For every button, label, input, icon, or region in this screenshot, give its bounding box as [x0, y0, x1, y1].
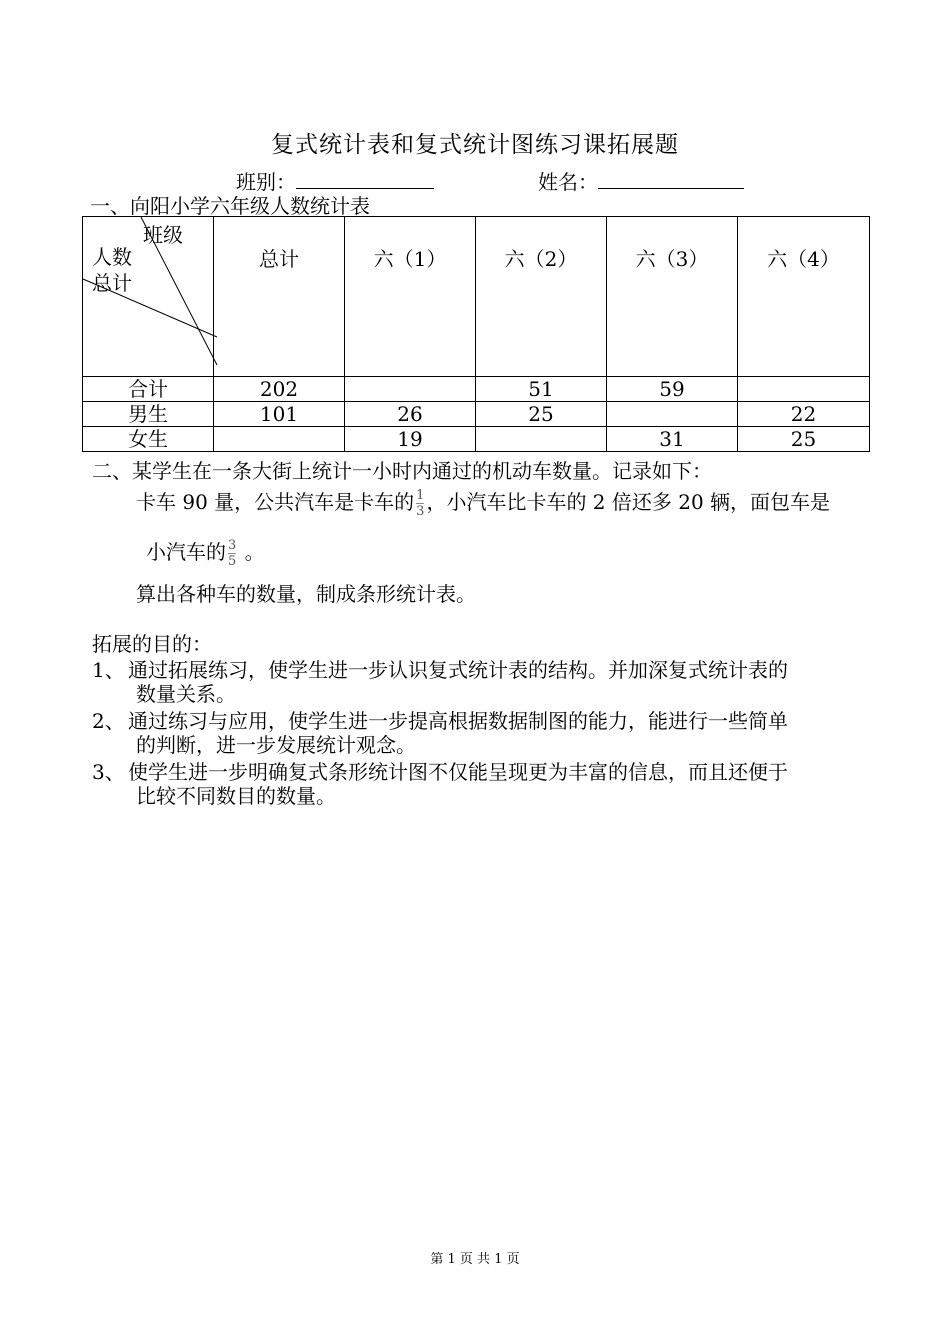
diag-label-class: 班级: [143, 223, 183, 247]
fraction-one-third: [416, 488, 424, 519]
table-cell: 31: [607, 427, 738, 452]
goal-text-line1: 通过拓展练习，使学生进一步认识复式统计表的结构。并加深复式统计表的: [128, 658, 788, 682]
table-row: [83, 427, 870, 452]
class-label: 班别：: [236, 170, 296, 194]
table-cell: 25: [476, 402, 607, 427]
goal-item-2: [92, 705, 788, 734]
column-header: 六（2）: [476, 217, 607, 377]
fraction-numerator: 3: [228, 538, 237, 553]
table-cell: 25: [738, 427, 870, 452]
name-blank: [598, 168, 744, 189]
table-cell: [476, 427, 607, 452]
line2-text-a: 小汽车的: [146, 540, 226, 564]
goal-text-line2: 数量关系。: [136, 682, 236, 706]
goals-heading: 拓展的目的：: [92, 632, 212, 656]
table-cell: 19: [345, 427, 476, 452]
table-cell: 22: [738, 402, 870, 427]
table-cell: [738, 377, 870, 402]
column-header: 六（1）: [345, 217, 476, 377]
table-cell: 59: [607, 377, 738, 402]
goal-item-1: [92, 654, 788, 683]
table-cell: 26: [345, 402, 476, 427]
line1-text-b: ，小汽车比卡车的 2 倍还多 20 辆，面包车是: [426, 490, 831, 514]
goal-text-line1: 通过练习与应用，使学生进一步提高根据数据制图的能力，能进行一些简单: [128, 709, 788, 733]
goal-number: 2、: [92, 709, 125, 733]
table-cell: [607, 402, 738, 427]
class-blank: [296, 168, 434, 189]
name-field: [538, 166, 744, 195]
table-cell: 202: [214, 377, 345, 402]
name-label: 姓名：: [538, 170, 598, 194]
grade-stats-table: [82, 216, 870, 452]
diag-label-count: 人数: [92, 245, 132, 269]
goal-text-line1: 使学生进一步明确复式条形统计图不仅能呈现更为丰富的信息，而且还便于: [128, 760, 788, 784]
section2-line1: [136, 486, 830, 519]
line1-text-a: 卡车 90 量，公共汽车是卡车的: [136, 490, 415, 514]
section1-heading: 一、向阳小学六年级人数统计表: [90, 194, 370, 218]
table-cell: 101: [214, 402, 345, 427]
line2-text-b: 。: [238, 540, 265, 564]
table-row: [83, 402, 870, 427]
goal-text-line2: 比较不同数目的数量。: [136, 784, 336, 808]
column-header: 六（3）: [607, 217, 738, 377]
fraction-three-fifths: [228, 538, 236, 569]
section2-line2: [146, 536, 265, 569]
row-label: 合计: [83, 377, 214, 402]
column-header: 总计: [214, 217, 345, 377]
fraction-denominator: 3: [416, 504, 425, 519]
section2-heading: 二、某学生在一条大街上统计一小时内通过的机动车数量。记录如下：: [92, 459, 712, 483]
row-label: 女生: [83, 427, 214, 452]
row-label: 男生: [83, 402, 214, 427]
table-cell: [345, 377, 476, 402]
diag-label-total: 总计: [92, 271, 132, 295]
goal-item-3: [92, 756, 788, 785]
table-cell: 51: [476, 377, 607, 402]
diagonal-header-cell: [83, 217, 214, 377]
goal-number: 3、: [92, 760, 125, 784]
page-footer: 第 1 页 共 1 页: [430, 1252, 520, 1267]
table-header-row: [83, 217, 870, 377]
fraction-numerator: 1: [416, 488, 425, 503]
table-row: [83, 377, 870, 402]
fraction-denominator: 5: [228, 554, 237, 569]
column-header: 六（4）: [738, 217, 870, 377]
table-cell: [214, 427, 345, 452]
goal-text-line2: 的判断，进一步发展统计观念。: [136, 733, 416, 757]
goal-number: 1、: [92, 658, 125, 682]
section2-line3: 算出各种车的数量，制成条形统计表。: [136, 582, 476, 606]
page-title: 复式统计表和复式统计图练习课拓展题: [271, 132, 679, 158]
